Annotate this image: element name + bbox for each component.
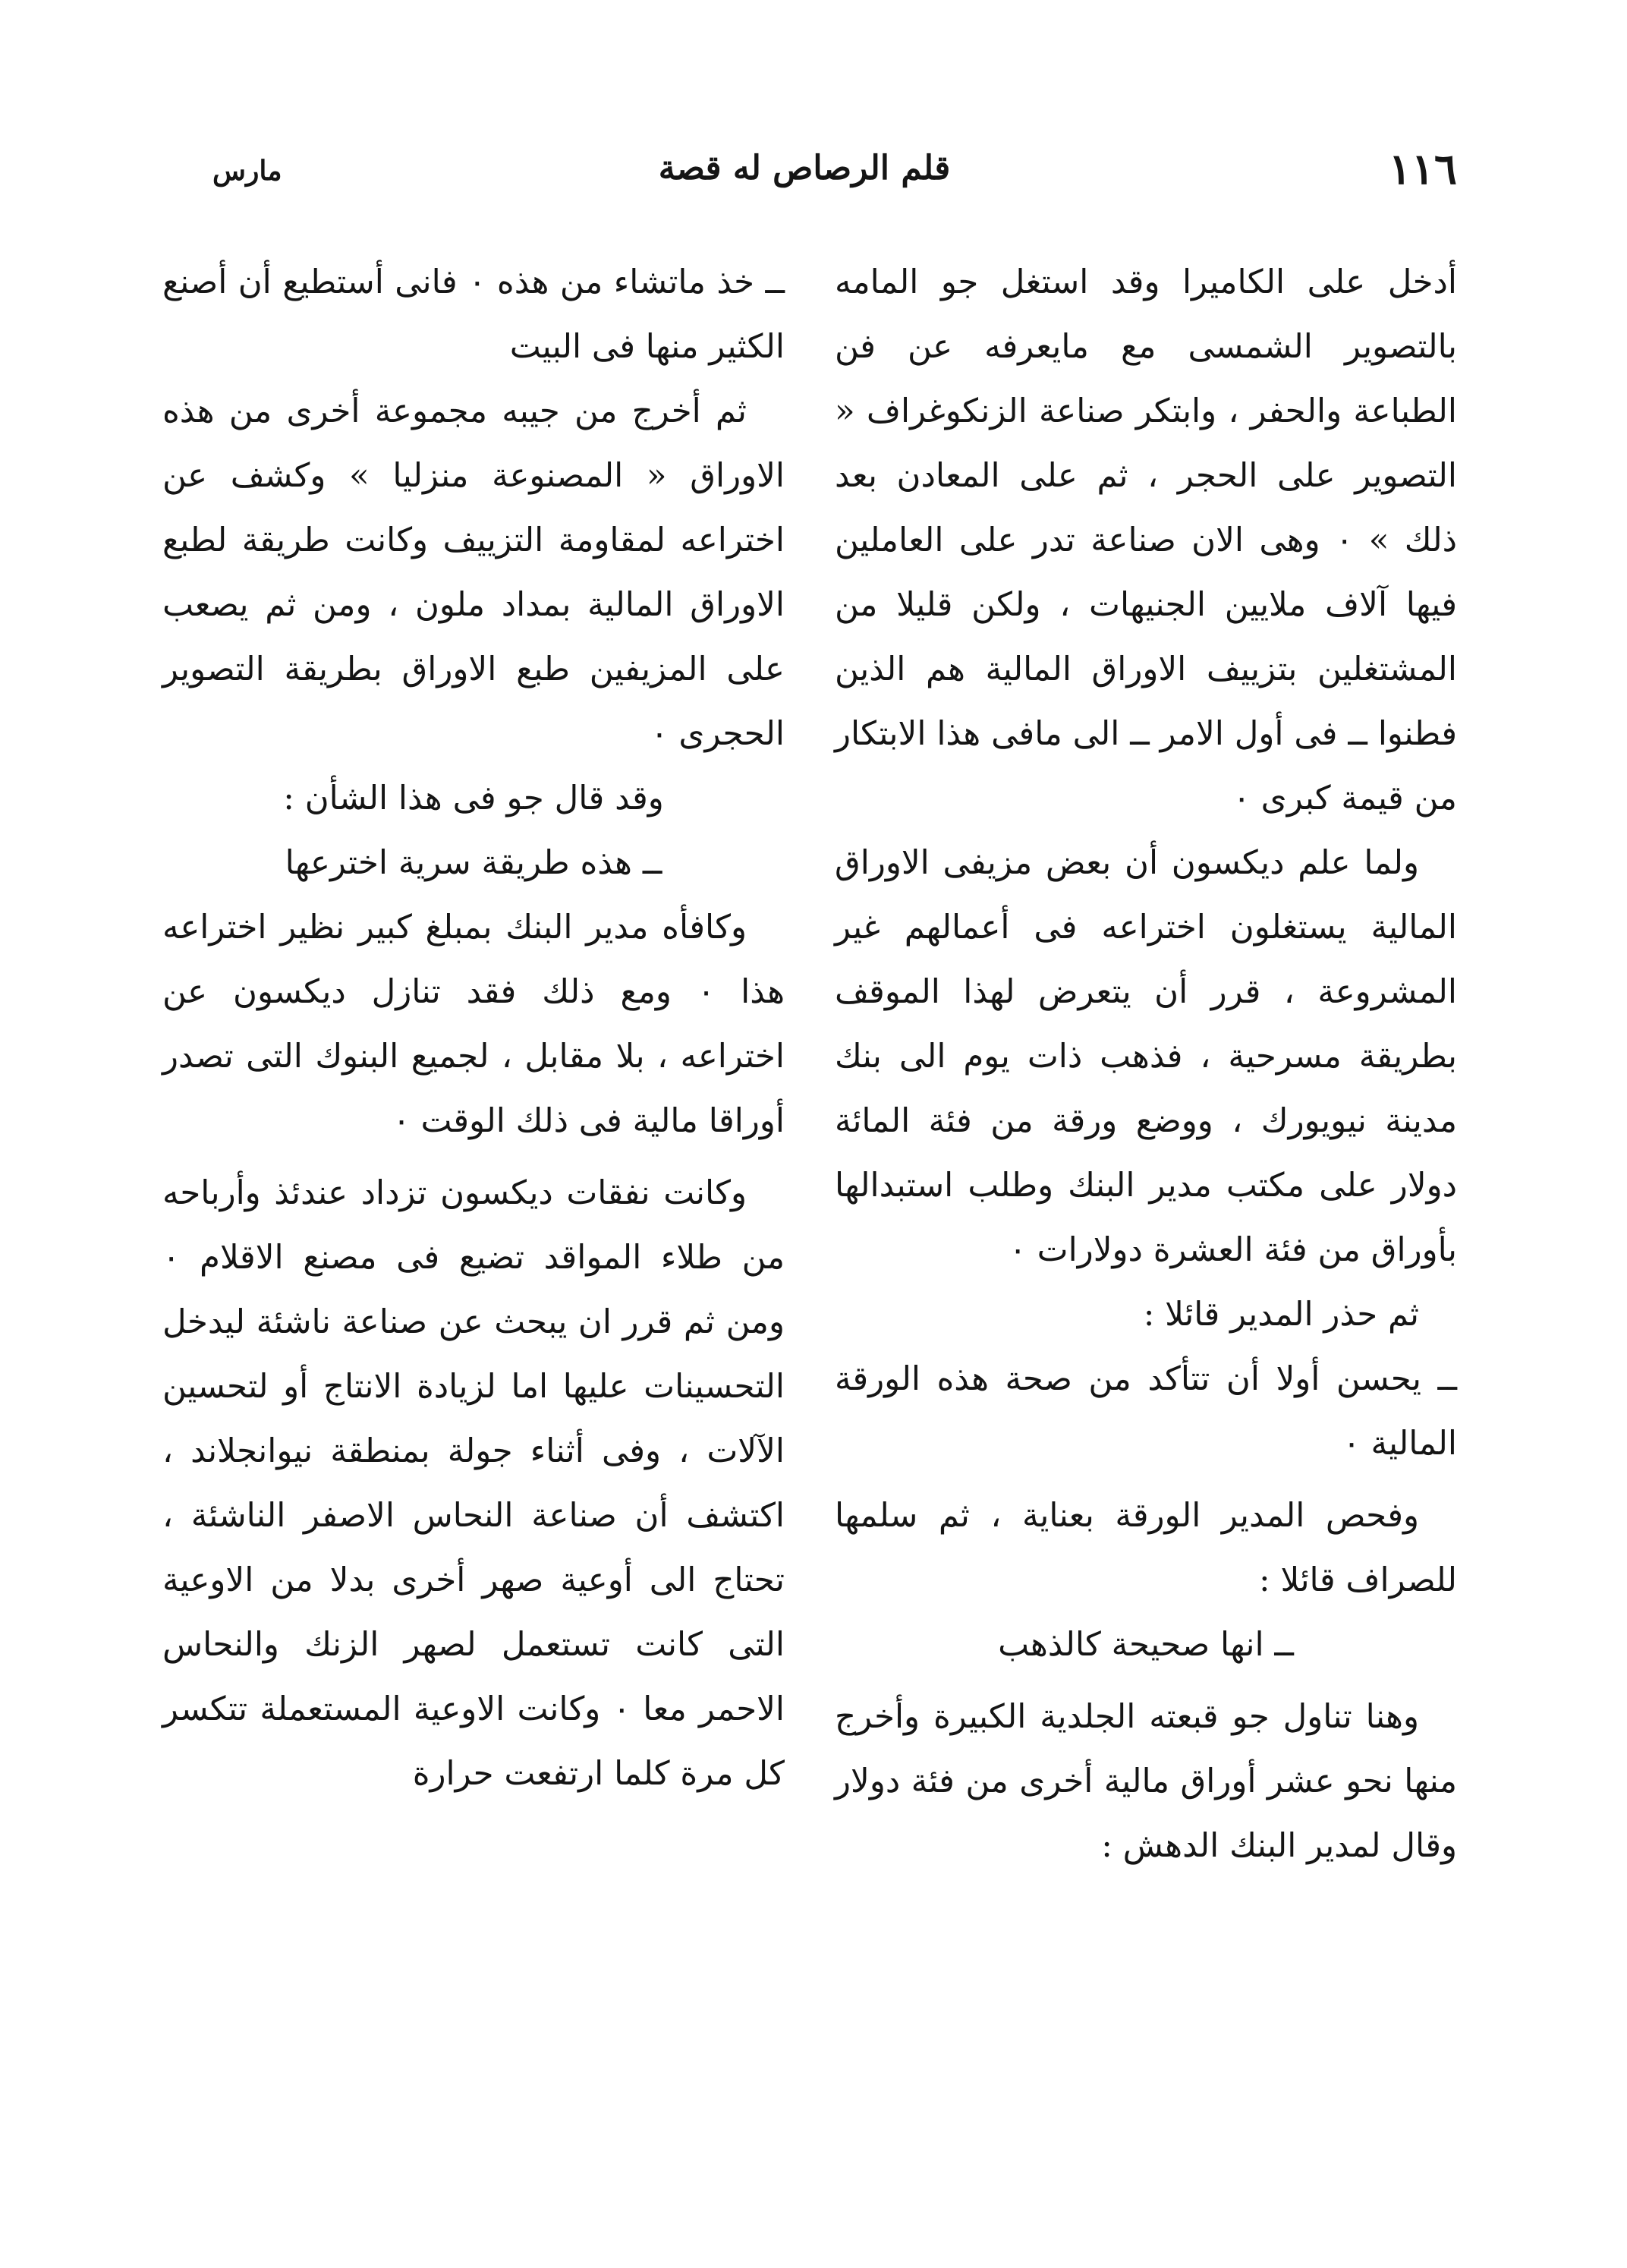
paragraph: وكانت نفقات ديكسون تزداد عندئذ وأرباحه من طلاء المواقد تضيع فى مصنع الاقلام ٠ ومن ثم قرر ان يبحث عن صناعة ناشئة ليدخل التحسينات عليها اما لزيادة الانتاج أو لتحسين الآلات ، وفى أثناء جولة بمنطقة نيوانجلاند ، اكتشف أن صناعة النحاس الاصفر الناشئة ، تحتاج الى أوعية صهر أخرى بدلا من الاوعية التى كانت تستعمل لصهر الزنك والنحاس الاحمر معا ٠ وكانت الاوعية المستعملة تتكسر كل مرة كلما ارتفعت حرارة [162,1174,785,1793]
left-column [162,250,785,1807]
paragraph: ثم حذر المدير قائلا : [1143,1296,1419,1334]
page-header [152,144,1457,205]
running-month: مارس [212,155,282,187]
dialogue-line: ــ يحسن أولا أن تتأكد من صحة هذه الورقة المالية ٠ [835,1360,1457,1463]
dialogue-line: ــ خذ ماتشاء من هذه ٠ فانى أستطيع أن أصنع الكثير منها فى البيت [162,263,785,366]
paragraph: ولما علم ديكسون أن بعض مزيفى الاوراق المالية يستغلون اختراعه فى أعمالهم غير المشروعة ، قرر أن يتعرض لهذا الموقف بطريقة مسرحية ، فذهب ذات يوم الى بنك مدينة نيويورك ، ووضع ورقة من فئة المائة دولار على مكتب مدير البنك وطلب استبدالها بأوراق من فئة العشرة دولارات ٠ [835,844,1457,1269]
paragraph: وقد قال جو فى هذا الشأن : [283,780,664,817]
paragraph: وكافأه مدير البنك بمبلغ كبير نظير اختراعه هذا ٠ ومع ذلك فقد تنازل ديكسون عن اختراعه ، بلا مقابل ، لجميع البنوك التى تصدر أوراقا مالية فى ذلك الوقت ٠ [162,909,785,1140]
paragraph: وهنا تناول جو قبعته الجلدية الكبيرة وأخرج منها نحو عشر أوراق مالية أخرى من فئة دولار وقال لمدير البنك الدهش : [835,1698,1457,1865]
running-title: قلم الرصاص له قصة [658,149,951,187]
paragraph: وفحص المدير الورقة بعناية ، ثم سلمها للصراف قائلا : [835,1497,1457,1599]
paragraph: ثم أخرج من جيبه مجموعة أخرى من هذه الاوراق « المصنوعة منزليا » وكشف عن اختراعه لمقاومة التزييف وكانت طريقة لطبع الاوراق المالية بمداد ملون ، ومن ثم يصعب على المزيفين طبع الاوراق بطريقة التصوير الحجرى ٠ [162,392,785,753]
dialogue-line: ــ هذه طريقة سرية اخترعها [285,844,662,882]
right-column [835,250,1457,1879]
page-number: ١١٦ [1388,144,1457,194]
paragraph: أدخل على الكاميرا وقد استغل جو المامه بالتصوير الشمسى مع مايعرفه عن فن الطباعة والحفر ، وابتكر صناعة الزنكوغراف « التصوير على الحجر ، ثم على المعادن بعد ذلك » ٠ وهى الان صناعة تدر على العاملين فيها آلاف ملايين الجنيهات ، ولكن قليلا من المشتغلين بتزييف الاوراق المالية هم الذين فطنوا ــ فى أول الامر ــ الى مافى هذا الابتكار من قيمة كبرى ٠ [835,263,1457,817]
dialogue-line: ــ انها صحيحة كالذهب [998,1626,1294,1664]
